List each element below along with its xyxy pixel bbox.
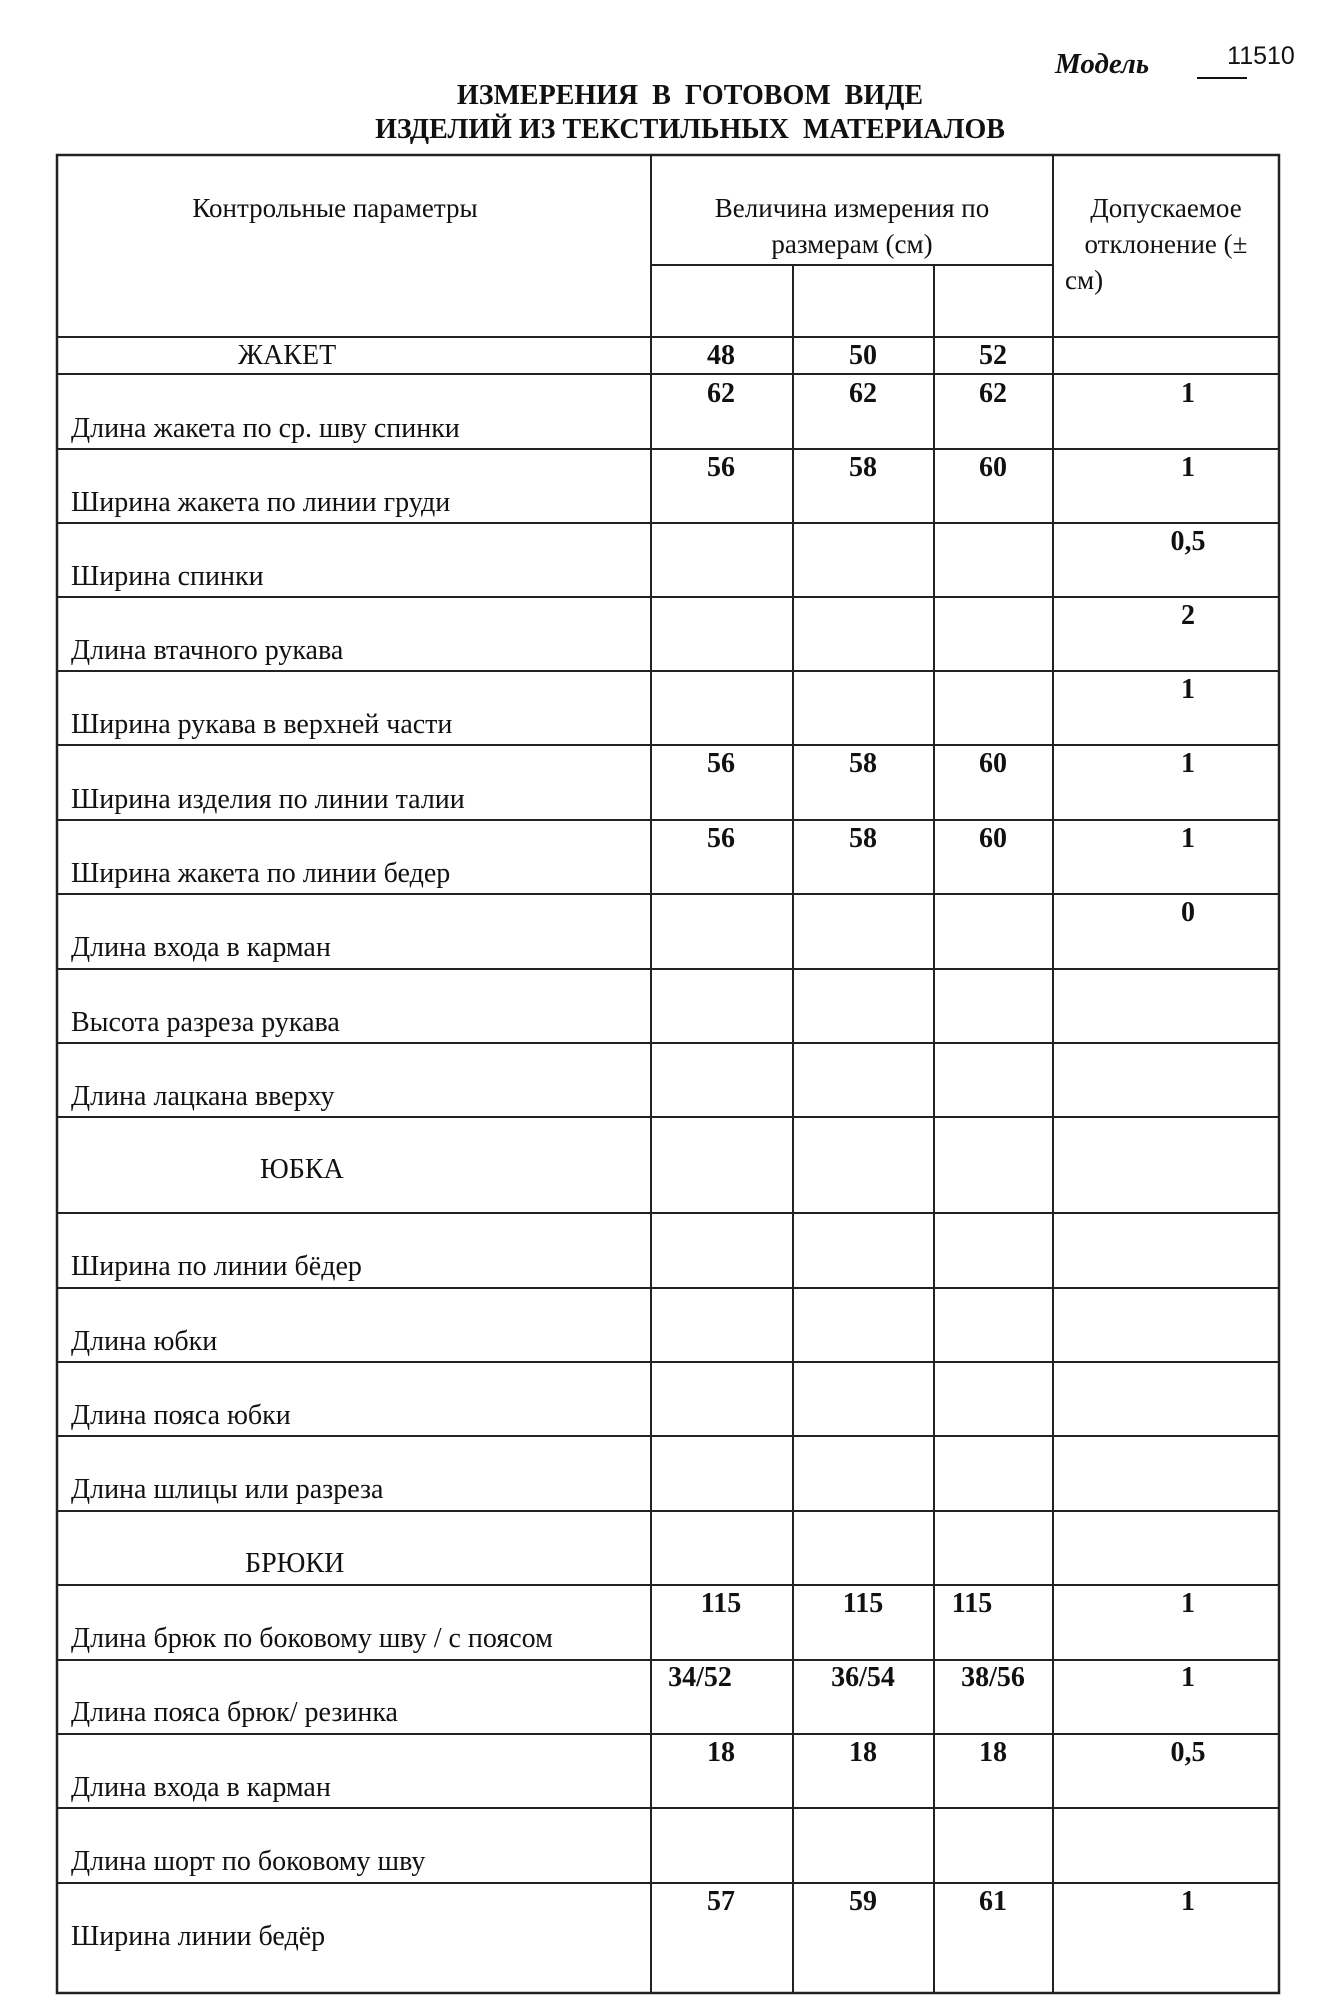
size-50: 50 [849, 340, 877, 371]
row-value: 18 [707, 1737, 735, 1768]
model-label: Модель [1055, 48, 1150, 80]
row-label: Ширина изделия по линии талии [71, 784, 465, 815]
row-value: 58 [849, 452, 877, 483]
row-label: Длина брюк по боковому шву / с поясом [71, 1623, 553, 1654]
row-value: 115 [842, 1588, 884, 1619]
row-value: 56 [707, 452, 735, 483]
row-label: Ширина по линии бёдер [71, 1251, 362, 1282]
row-tolerance: 2 [1181, 600, 1195, 631]
row-label: Ширина рукава в верхней части [71, 709, 453, 740]
row-label: Ширина спинки [71, 561, 264, 592]
row-tolerance: 0,5 [1170, 526, 1206, 557]
row-tolerance: 1 [1181, 1662, 1195, 1693]
row-label: Ширина жакета по линии груди [71, 487, 451, 518]
row-label: Длина лацкана вверху [71, 1081, 335, 1112]
row-label: Длина втачного рукава [71, 635, 344, 666]
section-skirt-title: ЮБКА [260, 1154, 344, 1185]
doc-title-line-2: ИЗДЕЛИЙ ИЗ ТЕКСТИЛЬНЫХ МАТЕРИАЛОВ [375, 114, 1005, 145]
row-value: 57 [707, 1886, 735, 1917]
row-value: 62 [707, 378, 735, 409]
row-tolerance: 1 [1181, 674, 1195, 705]
row-value: 56 [707, 823, 735, 854]
model-value: 11510 [1227, 42, 1295, 70]
row-label: Ширина линии бедёр [71, 1921, 326, 1952]
row-label: Длина входа в карман [71, 1772, 331, 1803]
header-tol-line-2: отклонение (± [1084, 229, 1248, 259]
row-label: Длина шлицы или разреза [71, 1474, 384, 1505]
row-value: 58 [849, 823, 877, 854]
row-value: 60 [979, 823, 1007, 854]
row-value: 18 [979, 1737, 1007, 1768]
row-value: 61 [979, 1886, 1007, 1917]
row-value: 115 [951, 1588, 993, 1619]
row-value: 115 [700, 1588, 742, 1619]
row-tolerance: 1 [1181, 452, 1195, 483]
row-tolerance: 0,5 [1170, 1737, 1206, 1768]
row-value: 60 [979, 452, 1007, 483]
row-label: Длина шорт по боковому шву [71, 1846, 426, 1877]
size-48: 48 [707, 340, 735, 371]
size-52: 52 [979, 340, 1007, 371]
header-size-line-1: Величина измерения по [714, 193, 990, 223]
header-tol-line-3: см) [1065, 265, 1104, 295]
row-value: 36/54 [831, 1662, 895, 1693]
header-tol-line-1: Допускаемое [1090, 193, 1242, 223]
row-label: Высота разреза рукава [71, 1007, 340, 1038]
section-trousers-title: БРЮКИ [245, 1548, 345, 1579]
row-value: 18 [849, 1737, 877, 1768]
row-label: Длина входа в карман [71, 932, 331, 963]
row-value: 62 [979, 378, 1007, 409]
row-value: 58 [849, 748, 877, 779]
row-label: Длина юбки [71, 1326, 218, 1357]
row-value: 34/52 [668, 1662, 732, 1693]
header-size-line-2: размерам (см) [771, 229, 933, 259]
row-tolerance: 0 [1181, 897, 1195, 928]
row-tolerance: 1 [1181, 823, 1195, 854]
row-tolerance: 1 [1181, 1588, 1195, 1619]
row-label: Ширина жакета по линии бедер [71, 858, 451, 889]
section-jacket-title: ЖАКЕТ [238, 340, 337, 371]
row-label: Длина пояса брюк/ резинка [71, 1697, 398, 1728]
row-value: 56 [707, 748, 735, 779]
row-tolerance: 1 [1181, 378, 1195, 409]
row-value: 59 [849, 1886, 877, 1917]
doc-title-line-1: ИЗМЕРЕНИЯ В ГОТОВОМ ВИДЕ [456, 80, 924, 111]
row-tolerance: 1 [1181, 748, 1195, 779]
row-tolerance: 1 [1181, 1886, 1195, 1917]
row-value: 62 [849, 378, 877, 409]
row-value: 38/56 [961, 1662, 1025, 1693]
row-label: Длина жакета по ср. шву спинки [71, 413, 460, 444]
row-label: Длина пояса юбки [71, 1400, 291, 1431]
row-value: 60 [979, 748, 1007, 779]
header-param: Контрольные параметры [192, 193, 478, 223]
